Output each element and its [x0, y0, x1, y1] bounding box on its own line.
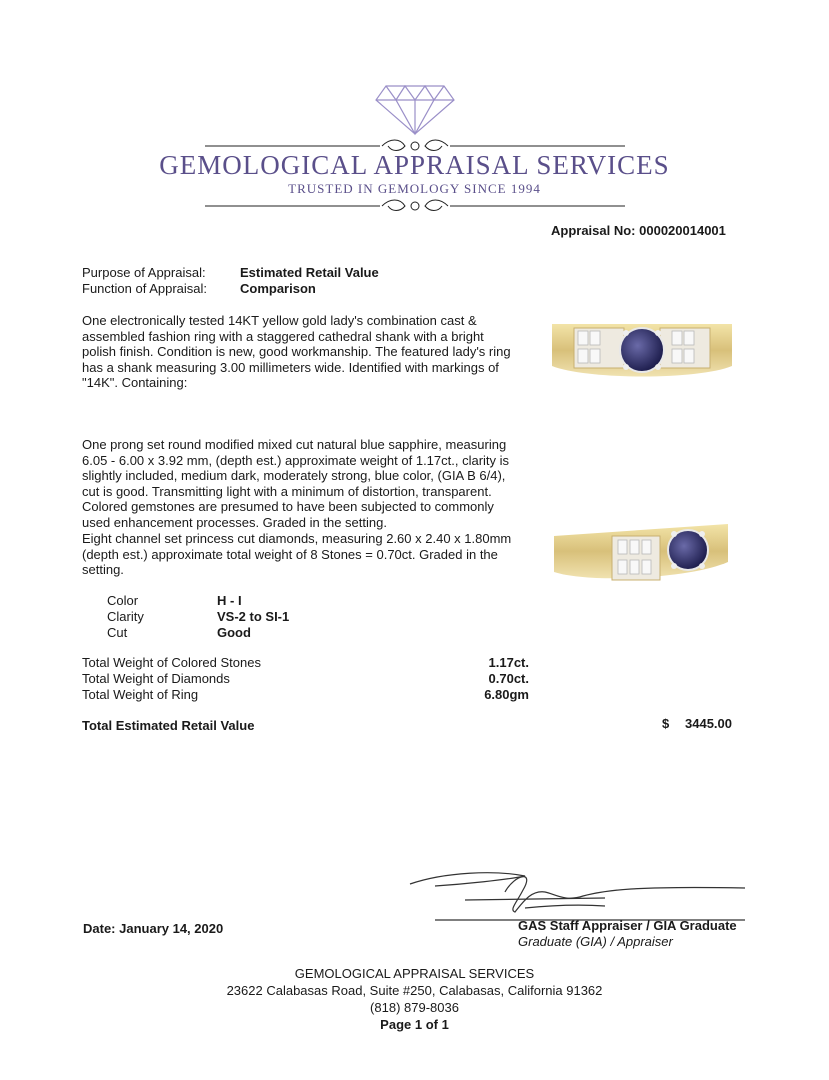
description-paragraph-diamonds: Eight channel set princess cut diamonds, measuring 2.60 x 2.40 x 1.80mm (depth est.) approximate total weight of 8 Stones = 0.70ct. Graded in the setting. [82, 531, 512, 577]
weight-value-colored-stones: 1.17ct. [488, 655, 529, 670]
function-value: Comparison [240, 281, 316, 296]
weight-value-ring: 6.80gm [484, 687, 529, 702]
company-tagline: TRUSTED IN GEMOLOGY SINCE 1994 [288, 181, 541, 196]
appraisal-date: Date: January 14, 2020 [83, 921, 224, 936]
purpose-value: Estimated Retail Value [240, 265, 379, 280]
purpose-label: Purpose of Appraisal: [82, 265, 206, 280]
description-paragraph-ring: One electronically tested 14KT yellow gold lady's combination cast & assembled fashion ring with a staggered cathedral shank with a bright polish finish. Condition is new, good workmanship. The featured lady's ring has a shank measuring 3.00 millimeters wide. Identified with markings of "14K". Containing: [82, 313, 511, 390]
grade-value-color: H - I [217, 593, 242, 608]
footer-phone: (818) 879-8036 [370, 1000, 459, 1015]
weight-value-diamonds: 0.70ct. [488, 671, 529, 686]
signature-scribble [405, 862, 750, 926]
appraisal-number: Appraisal No: 000020014001 [551, 223, 726, 238]
ring-photo-side [552, 518, 730, 592]
grade-label-cut: Cut [107, 625, 128, 640]
grade-label-color: Color [107, 593, 139, 608]
page-number: Page 1 of 1 [380, 1017, 449, 1032]
weight-label-diamonds: Total Weight of Diamonds [82, 671, 230, 686]
company-name: GEMOLOGICAL APPRAISAL SERVICES [159, 150, 670, 180]
weight-label-colored-stones: Total Weight of Colored Stones [82, 655, 261, 670]
ring-photo-front [548, 306, 736, 394]
ornament-divider-bottom [200, 198, 630, 214]
total-value-currency: $ [662, 716, 670, 731]
diamond-logo-icon [374, 84, 456, 136]
grade-value-clarity: VS-2 to SI-1 [217, 609, 290, 624]
total-value-amount: 3445.00 [685, 716, 732, 731]
description-paragraph-sapphire: One prong set round modified mixed cut natural blue sapphire, measuring 6.05 - 6.00 x 3.92 mm, (depth est.) approximate weight of 1.17ct., clarity is slightly included, medium dark, moderately strong, blue color, (GIA B 6/4), cut is good. Transmitting light with a minimum of distortion, transparent. Colored gemstones are presumed to have been subjected to commonly used enhancement processes. Graded in the setting. [82, 437, 510, 530]
function-label: Function of Appraisal: [82, 281, 208, 296]
grade-label-clarity: Clarity [107, 609, 144, 624]
footer-company: GEMOLOGICAL APPRAISAL SERVICES [294, 966, 535, 981]
footer-address: 23622 Calabasas Road, Suite #250, Calabasas, California 91362 [226, 983, 603, 998]
signature-subtitle: Graduate (GIA) / Appraiser [518, 934, 673, 949]
signature-title: GAS Staff Appraiser / GIA Graduate [518, 918, 737, 933]
grade-value-cut: Good [217, 625, 251, 640]
total-value-label: Total Estimated Retail Value [82, 718, 255, 733]
weight-label-ring: Total Weight of Ring [82, 687, 199, 702]
